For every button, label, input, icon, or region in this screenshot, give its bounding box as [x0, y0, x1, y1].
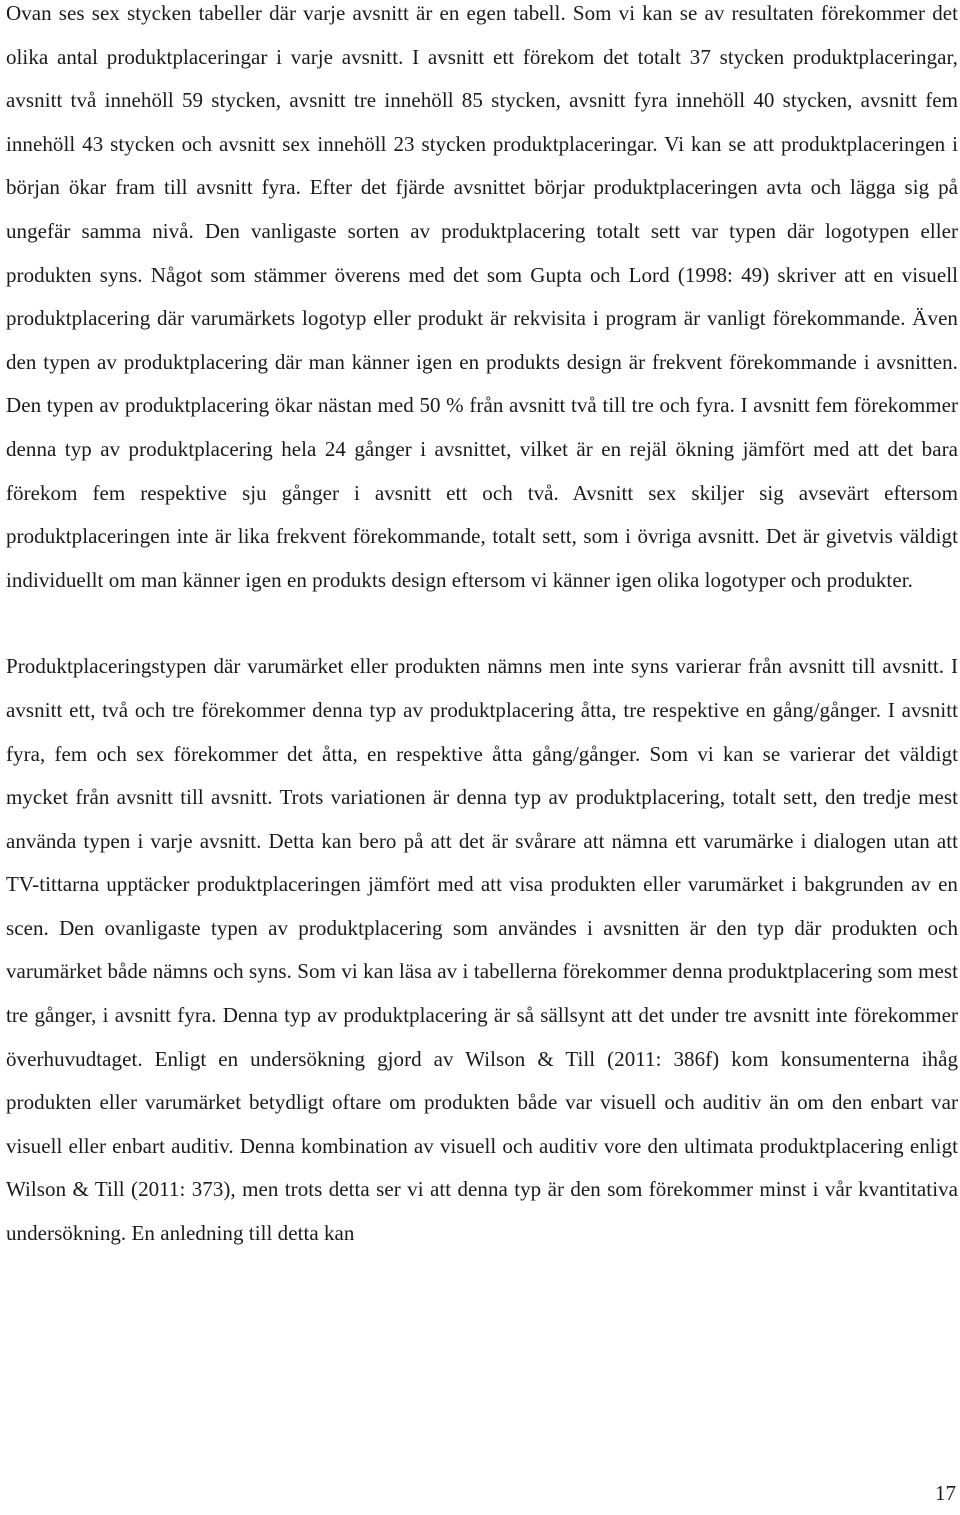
page-number: 17 — [935, 1481, 956, 1505]
body-paragraph-2: Produktplaceringstypen där varumärket eller produkten nämns men inte syns varierar från avsnitt till avsnitt. I avsnitt ett, två och tre förekommer denna typ av produktplacering åtta, tre respektive en gång/gånger. I avsnitt fyra, fem och sex förekommer det åtta, en respektive åtta gång/gånger. Som vi kan se varierar det väldigt mycket från avsnitt till avsnitt. Trots variationen är denna typ av produktplacering, totalt sett, den tredje mest använda typen i varje avsnitt. Detta kan bero på att det är svårare att nämna ett varumärke i dialogen utan att TV-tittarna upptäcker produktplaceringen jämfört med att visa produkten eller varumärket i bakgrunden av en scen. Den ovanligaste typen av produktplacering som användes i avsnitten är den typ där produkten och varumärket både nämns och syns. Som vi kan läsa av i tabellerna förekommer denna produktplacering som mest tre gånger, i avsnitt fyra. Denna typ av produktplacering är så sällsynt att det under tre avsnitt inte förekommer överhuvudtaget. Enligt en undersökning gjord av Wilson & Till (2011: 386f) kom konsumenterna ihåg produkten eller varumärket betydligt oftare om produkten både var visuell och auditiv än om den enbart var visuell eller enbart auditiv. Denna kombination av visuell och auditiv vore den ultimata produktplacering enligt Wilson & Till (2011: 373), men trots detta ser vi att denna typ är den som förekommer minst i vår kvantitativa undersökning. En anledning till detta kan — [6, 654, 958, 1246]
document-page — [6, 0, 958, 1256]
body-paragraph-1: Ovan ses sex stycken tabeller där varje avsnitt är en egen tabell. Som vi kan se av resultaten förekommer det olika antal produktplaceringar i varje avsnitt. I avsnitt ett förekom det totalt 37 stycken produktplaceringar, avsnitt två innehöll 59 stycken, avsnitt tre innehöll 85 stycken, avsnitt fyra innehöll 40 stycken, avsnitt fem innehöll 43 stycken och avsnitt sex innehöll 23 stycken produktplaceringar. Vi kan se att produktplaceringen i början ökar fram till avsnitt fyra. Efter det fjärde avsnittet börjar produktplaceringen avta och lägga sig på ungefär samma nivå. Den vanligaste sorten av produktplacering totalt sett var typen där logotypen eller produkten syns. Något som stämmer överens med det som Gupta och Lord (1998: 49) skriver att en visuell produktplacering där varumärkets logotyp eller produkt är rekvisita i program är vanligt förekommande. Även den typen av produktplacering där man känner igen en produkts design är frekvent förekommande i avsnitten. Den typen av produktplacering ökar nästan med 50 % från avsnitt två till tre och fyra. I avsnitt fem förekommer denna typ av produktplacering hela 24 gånger i avsnittet, vilket är en rejäl ökning jämfört med att det bara förekom fem respektive sju gånger i avsnitt ett och två. Avsnitt sex skiljer sig avsevärt eftersom produktplaceringen inte är lika frekvent förekommande, totalt sett, som i övriga avsnitt. Det är givetvis väldigt individuellt om man känner igen en produkts design eftersom vi känner igen olika logotyper och produkter. — [6, 1, 958, 592]
